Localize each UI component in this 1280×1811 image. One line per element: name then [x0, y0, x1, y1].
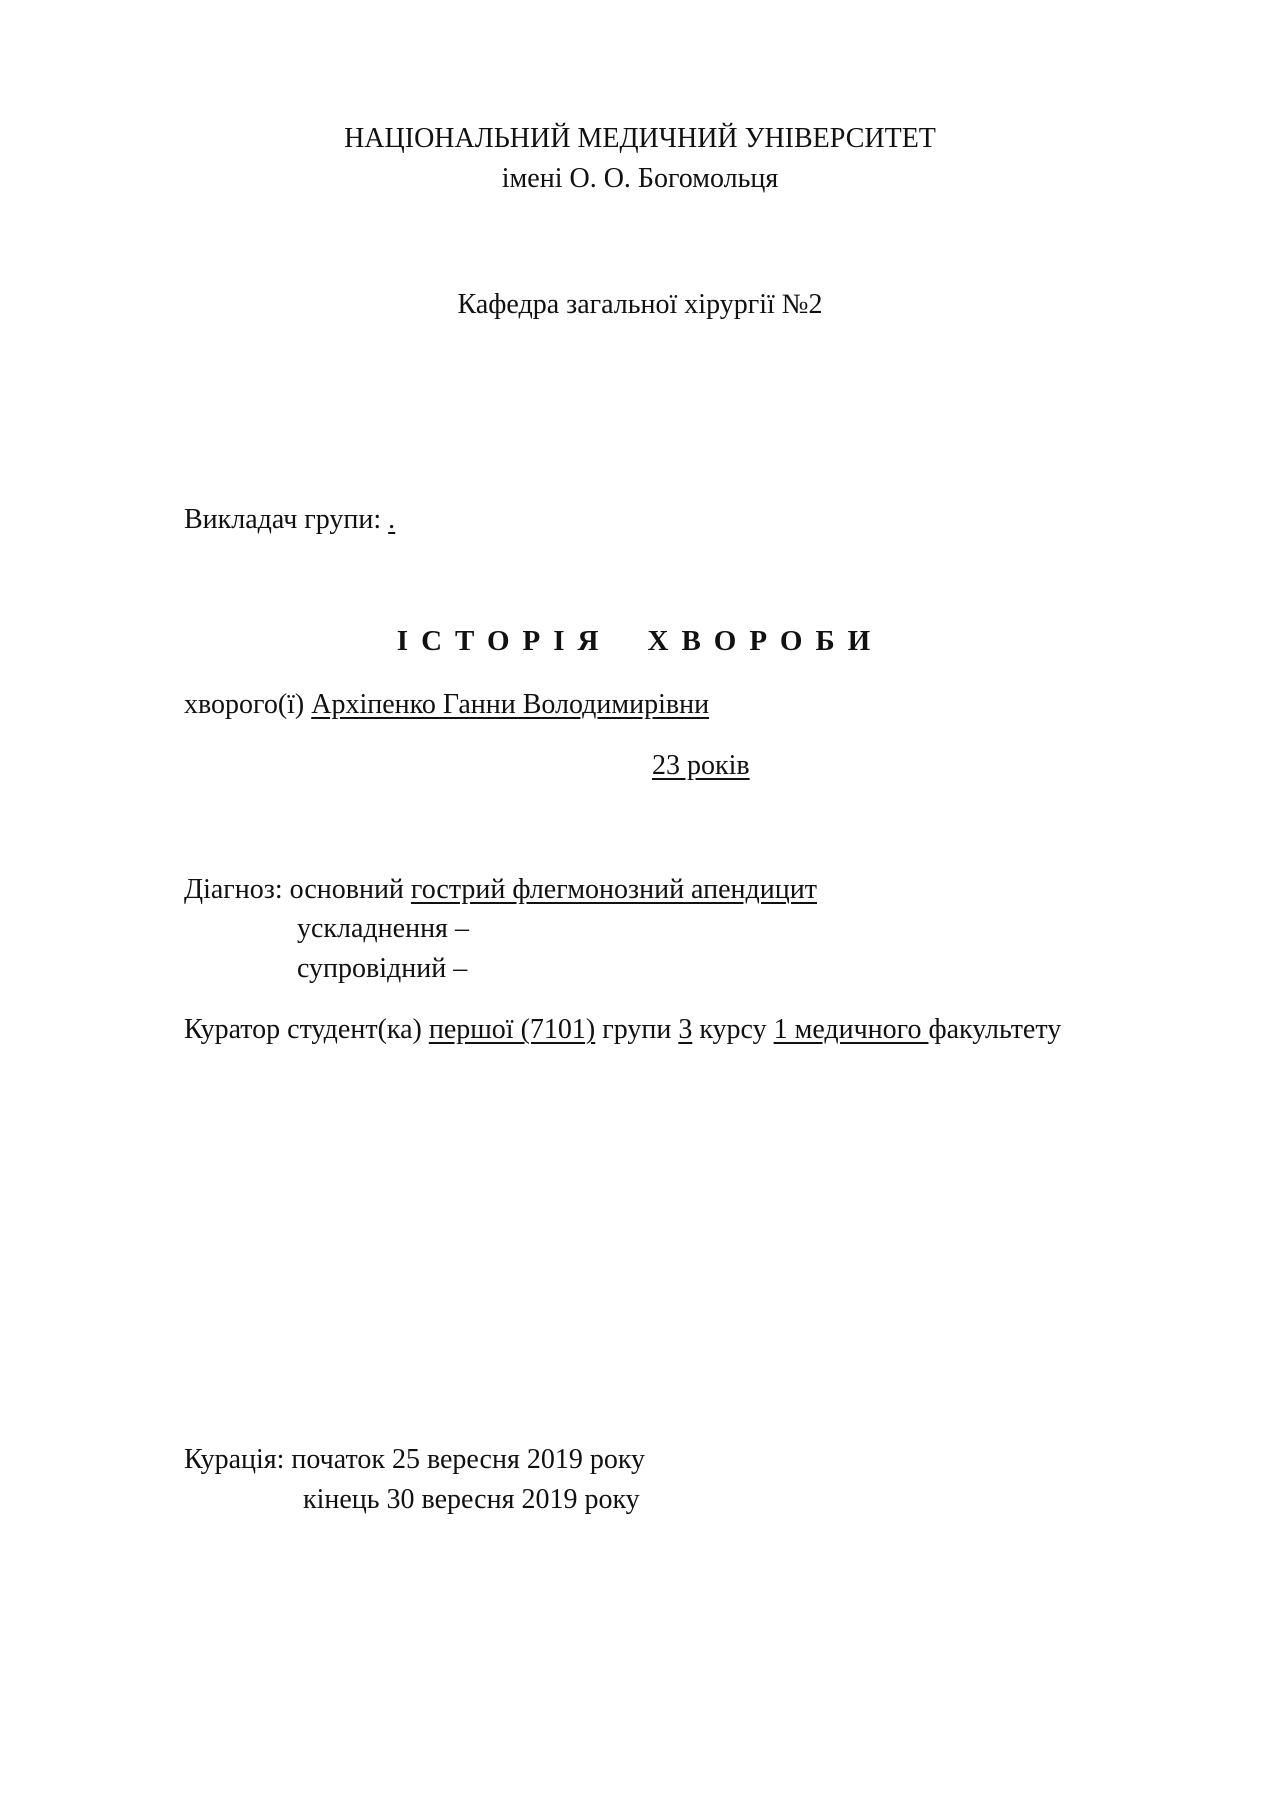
curation-start-line [184, 1443, 645, 1477]
patient-label: хворого(ї) [184, 689, 305, 720]
diagnosis-concomitant: супровідний – [297, 953, 468, 984]
curator-line [184, 1013, 1061, 1047]
teacher-label: Викладач групи: [184, 504, 382, 535]
curator-faculty-value: 1 медичного [773, 1014, 929, 1045]
diagnosis-main-label: основний [289, 874, 404, 905]
curation-label: Курація: [184, 1444, 285, 1475]
patient-name: Архіпенко Ганни Володимирівни [311, 689, 710, 720]
curator-course-value: 3 [678, 1014, 693, 1045]
university-named-after: імені О. О. Богомольця [501, 163, 779, 194]
patient-age-value: 23 років [652, 750, 750, 781]
diagnosis-main-value: гострий флегмонозний апендицит [410, 874, 817, 905]
university-name: НАЦІОНАЛЬНИЙ МЕДИЧНИЙ УНІВЕРСИТЕТ [344, 123, 936, 154]
patient-line [184, 688, 709, 722]
curator-prefix: Куратор студент(ка) [184, 1014, 422, 1045]
diagnosis-complication: ускладнення – [297, 913, 469, 944]
document-title [0, 624, 1280, 659]
title-word-disease: ХВОРОБИ [647, 625, 884, 657]
curator-course-label: курсу [699, 1014, 767, 1045]
diagnosis-main-line [184, 873, 817, 907]
teacher-value: . [388, 504, 396, 535]
diagnosis-label: Діагноз: [184, 874, 283, 905]
curator-group-label: групи [602, 1014, 672, 1045]
curator-faculty-label: факультету [928, 1014, 1062, 1045]
title-word-history: ІСТОРІЯ [396, 625, 612, 657]
teacher-line [184, 503, 395, 537]
curation-start: початок 25 вересня 2019 року [291, 1444, 646, 1475]
patient-age [652, 749, 750, 783]
department-name: Кафедра загальної хірургії №2 [457, 289, 823, 320]
curation-end: кінець 30 вересня 2019 року [303, 1484, 640, 1515]
curator-group-value: першої (7101) [428, 1014, 596, 1045]
